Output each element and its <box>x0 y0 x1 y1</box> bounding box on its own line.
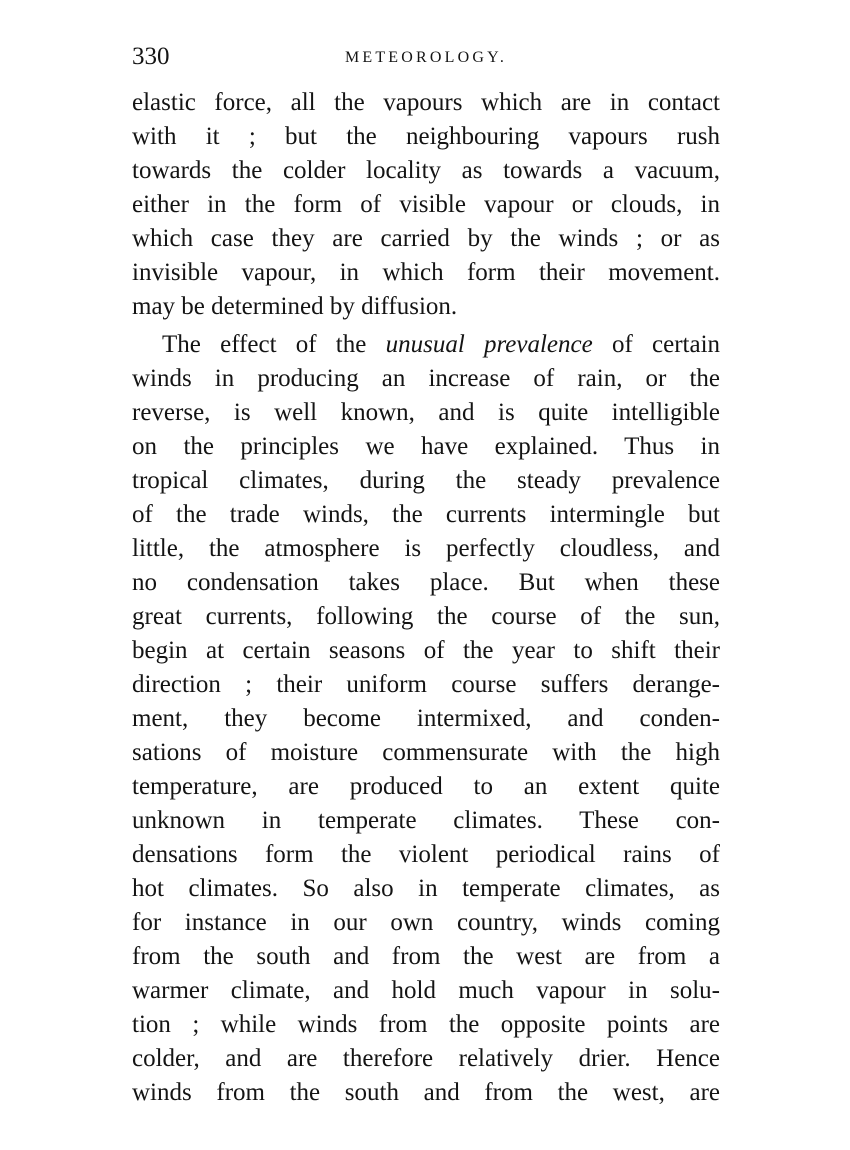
body-text <box>132 86 720 1110</box>
text-line: tropical climates, during the steady prevalence <box>132 467 720 494</box>
text-line: from the south and from the west are from a <box>132 943 720 970</box>
text-line: towards the colder locality as towards a vacuum, <box>132 157 720 184</box>
text-line: great currents, following the course of the sun, <box>132 603 720 630</box>
text-line: winds in producing an increase of rain, or the <box>132 365 720 392</box>
text-line: sations of moisture commensurate with the high <box>132 739 720 766</box>
text-line: temperature, are produced to an extent quite <box>132 773 720 800</box>
text-line: for instance in our own country, winds coming <box>132 909 720 936</box>
text-line: on the principles we have explained. Thus in <box>132 433 720 460</box>
text-run: The effect of the <box>162 331 367 358</box>
text-line <box>132 328 720 362</box>
text-line: no condensation takes place. But when these <box>132 569 720 596</box>
text-line: hot climates. So also in temperate climates, as <box>132 875 720 902</box>
text-line: ment, they become intermixed, and conden- <box>132 705 720 732</box>
text-line: little, the atmosphere is perfectly cloudless, and <box>132 535 720 562</box>
paragraph <box>132 328 720 1110</box>
running-title: METEOROLOGY. <box>344 49 508 66</box>
text-line: either in the form of visible vapour or clouds, in <box>132 191 720 218</box>
text-line: tion ; while winds from the opposite points are <box>132 1011 720 1038</box>
text-run: of certain <box>611 331 720 358</box>
text-line: which case they are carried by the winds ; or as <box>132 225 720 252</box>
text-line: unknown in temperate climates. These con- <box>132 807 720 834</box>
text-line: elastic force, all the vapours which are in contact <box>132 89 720 116</box>
text-line: of the trade winds, the currents intermingle but <box>132 501 720 528</box>
running-head <box>132 40 720 74</box>
italic-phrase: unusual prevalence <box>385 331 593 358</box>
text-line: warmer climate, and hold much vapour in solu- <box>132 977 720 1004</box>
text-line: densations form the violent periodical rains of <box>132 841 720 868</box>
text-line: winds from the south and from the west, are <box>132 1079 720 1106</box>
text-line: with it ; but the neighbouring vapours rush <box>132 123 720 150</box>
page-number: 330 <box>132 43 170 70</box>
text-line: reverse, is well known, and is quite intelligible <box>132 399 720 426</box>
paragraph <box>132 86 720 324</box>
text-line: colder, and are therefore relatively drier. Hence <box>132 1045 720 1072</box>
text-line: direction ; their uniform course suffers derange- <box>132 671 720 698</box>
text-line: invisible vapour, in which form their movement. <box>132 259 720 286</box>
text-line: may be determined by diffusion. <box>132 293 458 320</box>
text-line: begin at certain seasons of the year to shift their <box>132 637 720 664</box>
